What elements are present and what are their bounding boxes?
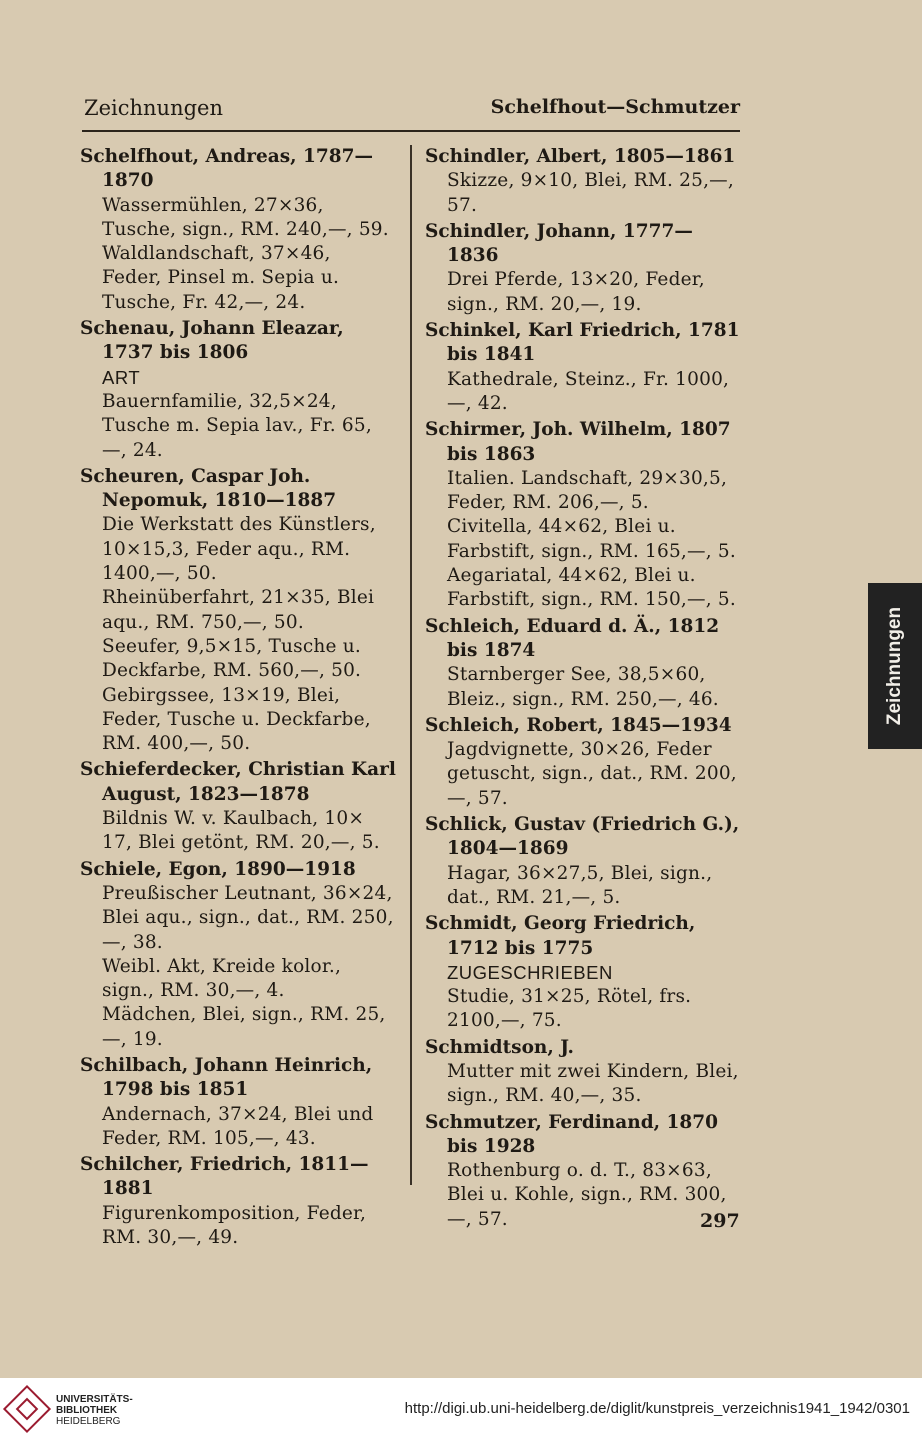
artwork-listing: Bildnis W. v. Kaulbach, 10× 17, Blei getönt, RM. 20,—, 5.: [102, 808, 380, 854]
catalog-entry: [425, 813, 741, 910]
logo-line-2: BIBLIOTHEK: [56, 1405, 118, 1416]
artwork-listing: Waldlandschaft, 37×46, Feder, Pinsel m. Sepia u. Tusche, Fr. 42,—, 24.: [102, 243, 340, 313]
artwork-listing: Mädchen, Blei, sign., RM. 25,—, 19.: [102, 1004, 386, 1050]
catalog-entry: [425, 418, 741, 612]
running-head-right: Schelfhout—Schmutzer: [490, 96, 740, 118]
catalog-entry: [425, 220, 741, 317]
running-head: [84, 96, 740, 126]
artist-heading: Schiele, Egon, 1890—1918: [80, 858, 356, 880]
column-divider: [410, 145, 412, 1185]
left-column: [80, 145, 396, 1252]
library-logo[interactable]: [10, 1388, 160, 1434]
logo-line-1: UNIVERSITÄTS-: [56, 1394, 133, 1405]
artwork-listing: Civitella, 44×62, Blei u. Farbstift, sign., RM. 165,—, 5.: [447, 516, 736, 562]
artwork-listing: Andernach, 37×24, Blei und Feder, RM. 105,—, 43.: [102, 1103, 374, 1149]
header-rule: [82, 130, 740, 132]
thumb-tab-label: Zeichnungen: [884, 606, 905, 726]
artwork-listing: Mutter mit zwei Kindern, Blei, sign., RM. 40,—, 35.: [447, 1060, 739, 1107]
artist-heading: Schlick, Gustav (Friedrich G.), 1804—1869: [425, 814, 740, 860]
catalog-entry: [425, 145, 741, 218]
running-head-left: Zeichnungen: [84, 96, 223, 120]
artist-heading: Schirmer, Joh. Wilhelm, 1807 bis 1863: [425, 419, 731, 465]
artist-heading: Schindler, Johann, 1777—1836: [425, 220, 693, 267]
artwork-listing: Seeufer, 9,5×15, Tusche u. Deckfarbe, RM. 560,—, 50.: [102, 635, 362, 682]
attribution-note: ART: [102, 366, 141, 388]
artist-heading: Schmutzer, Ferdinand, 1870 bis 1928: [425, 1111, 719, 1157]
permalink-url[interactable]: http://digi.ub.uni-heidelberg.de/diglit/kunstpreis_verzeichnis1941_1942/0301: [404, 1400, 910, 1417]
page-number: 297: [700, 1210, 740, 1232]
artist-heading: Schieferdecker, Christian Karl August, 1823—1878: [80, 759, 396, 805]
artwork-listing: Studie, 31×25, Rötel, frs. 2100,—, 75.: [447, 986, 692, 1032]
artist-heading: Schilcher, Friedrich, 1811—1881: [80, 1154, 369, 1200]
catalog-entry: [80, 1153, 396, 1250]
library-logo-icon: [3, 1385, 51, 1433]
logo-line-3: HEIDELBERG: [56, 1416, 121, 1427]
artwork-listing: Drei Pferde, 13×20, Feder, sign., RM. 20,—, 19.: [447, 269, 705, 315]
artwork-listing: Jagdvignette, 30×26, Feder getuscht, sign., dat., RM. 200,—, 57.: [447, 739, 737, 809]
artist-heading: Schelfhout, Andreas, 1787—1870: [80, 146, 374, 192]
catalog-entry: [425, 714, 741, 811]
catalog-entry: [80, 145, 396, 315]
artist-heading: Scheuren, Caspar Joh. Nepomuk, 1810—1887: [80, 465, 337, 512]
artwork-listing: Weibl. Akt, Kreide kolor., sign., RM. 30,—, 4.: [102, 955, 342, 1002]
artist-heading: Schleich, Eduard d. Ä., 1812 bis 1874: [425, 615, 720, 661]
artwork-listing: Gebirgssee, 13×19, Blei, Feder, Tusche u. Deckfarbe, RM. 400,—, 50.: [102, 684, 371, 755]
artwork-listing: Die Werkstatt des Künstlers, 10×15,3, Feder aqu., RM. 1400,—, 50.: [102, 514, 376, 585]
attribution-note: ZUGESCHRIEBEN: [447, 961, 613, 983]
catalog-entry: [425, 319, 741, 416]
artist-heading: Schmidtson, J.: [425, 1036, 575, 1058]
artwork-listing: Hagar, 36×27,5, Blei, sign., dat., RM. 21,—, 5.: [447, 862, 713, 908]
viewer-footer: [0, 1378, 922, 1444]
catalog-entry: [425, 912, 741, 1033]
artwork-listing: Figurenkomposition, Feder, RM. 30,—, 49.: [102, 1202, 367, 1249]
artist-heading: Schleich, Robert, 1845—1934: [425, 714, 732, 736]
right-column: [425, 145, 741, 1234]
artwork-listing: Kathedrale, Steinz., Fr. 1000,—, 42.: [447, 368, 730, 414]
catalog-entry: [80, 858, 396, 1052]
artwork-listing: Bauernfamilie, 32,5×24, Tusche m. Sepia lav., Fr. 65,—, 24.: [102, 390, 372, 461]
library-logo-text: [56, 1394, 133, 1427]
artist-heading: Schmidt, Georg Friedrich, 1712 bis 1775: [425, 913, 696, 959]
artwork-listing: Aegariatal, 44×62, Blei u. Farbstift, sign., RM. 150,—, 5.: [447, 565, 736, 611]
catalog-entry: [80, 317, 396, 463]
artwork-listing: Rheinüberfahrt, 21×35, Blei aqu., RM. 750,—, 50.: [102, 587, 375, 633]
artwork-listing: Italien. Landschaft, 29×30,5, Feder, RM. 206,—, 5.: [447, 467, 728, 514]
catalog-entry: [425, 1036, 741, 1109]
artwork-listing: Skizze, 9×10, Blei, RM. 25,—, 57.: [447, 170, 734, 216]
artist-heading: Schindler, Albert, 1805—1861: [425, 146, 736, 167]
catalog-entry: [80, 1054, 396, 1151]
catalog-entry: [425, 615, 741, 712]
artwork-listing: Wassermühlen, 27×36, Tusche, sign., RM. 240,—, 59.: [102, 194, 389, 240]
artist-heading: Schenau, Johann Eleazar, 1737 bis 1806: [80, 318, 344, 364]
artist-heading: Schinkel, Karl Friedrich, 1781 bis 1841: [425, 320, 740, 366]
artwork-listing: Preußischer Leutnant, 36×24, Blei aqu., sign., dat., RM. 250,—, 38.: [102, 882, 394, 953]
artist-heading: Schilbach, Johann Heinrich, 1798 bis 1851: [80, 1054, 373, 1101]
section-thumb-tab: [868, 583, 922, 749]
catalog-entry: [425, 1111, 741, 1232]
catalog-entry: [80, 758, 396, 855]
artwork-listing: Starnberger See, 38,5×60, Bleiz., sign., RM. 250,—, 46.: [447, 664, 719, 710]
artwork-listing: Rothenburg o. d. T., 83×63, Blei u. Kohle, sign., RM. 300,—, 57.: [447, 1160, 727, 1230]
catalog-entry: [80, 465, 396, 757]
